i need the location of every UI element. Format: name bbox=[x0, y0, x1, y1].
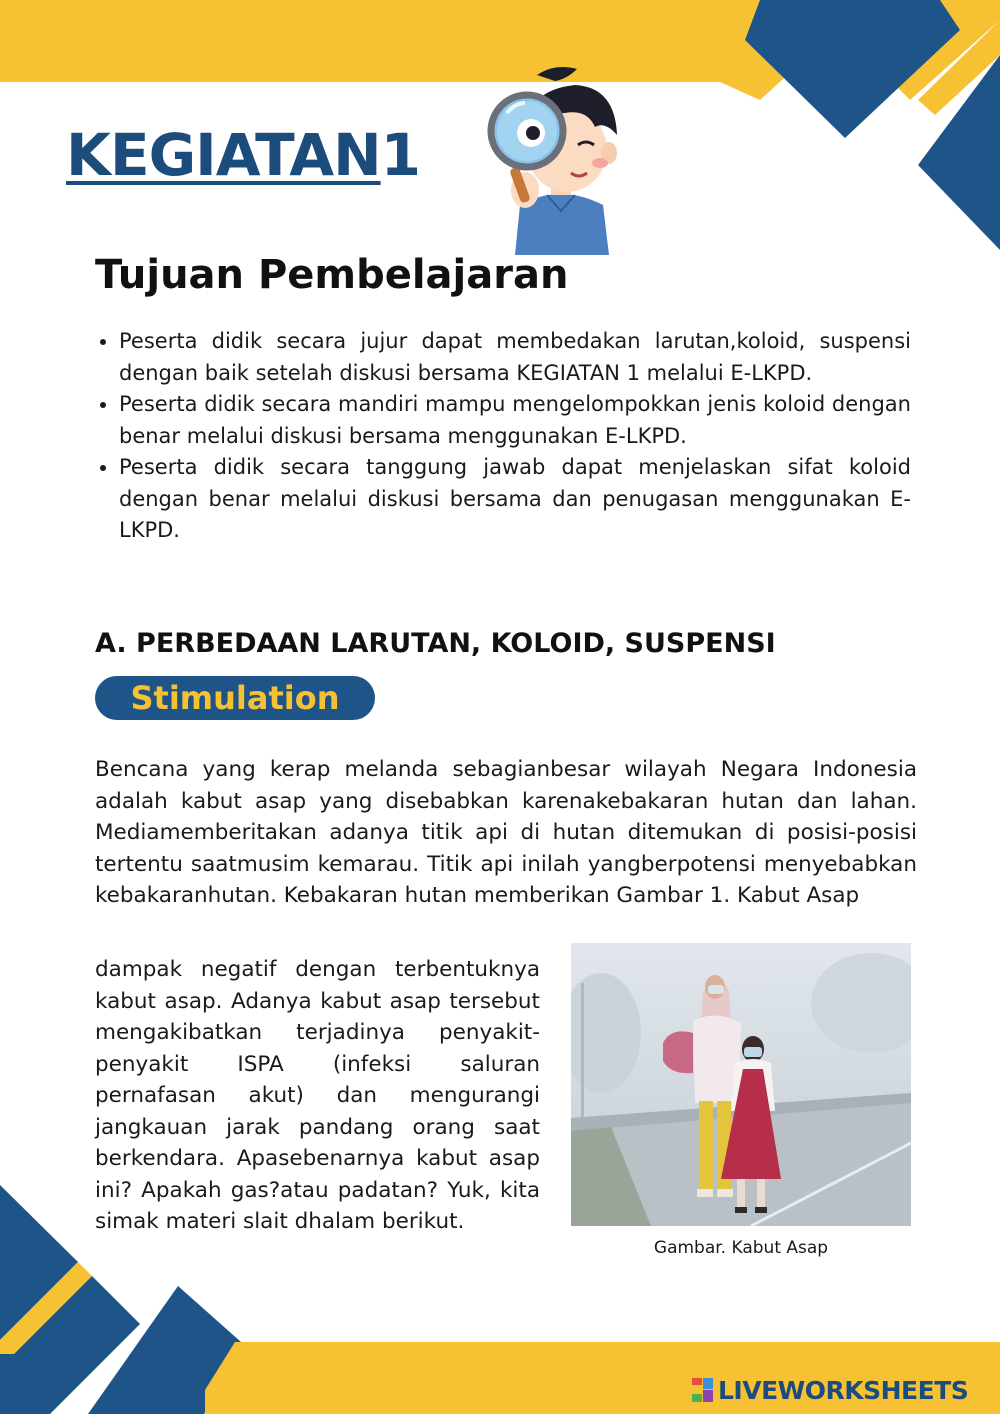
body-paragraph: Bencana yang kerap melanda sebagianbesar wilayah Negara Indonesia adalah kabut asap yang disebabkan karenakebakaran hutan dan lahan. Mediamemberitakan adanya titik api di hutan ditemukan di posisi-posisi tertentu saatmusim kemarau. Titik api inilah yangberpotensi menyebabkan kebakaranhutan. Kebakaran hutan memberikan Gambar 1. Kabut Asap bbox=[95, 757, 917, 908]
title-number: 1 bbox=[380, 121, 420, 189]
figure-caption: Gambar. Kabut Asap bbox=[653, 1238, 829, 1258]
objective-item: • Peserta didik secara jujur dapat membedakan larutan,koloid, suspensi dengan baik setelah diskusi bersama KEGIATAN 1 melalui E-LKPD. bbox=[119, 326, 911, 389]
liveworksheets-logo bbox=[692, 1372, 968, 1408]
objective-item: • Peserta didik secara mandiri mampu mengelompokkan jenis koloid dengan benar melalui diskusi bersama menggunakan E-LKPD. bbox=[119, 389, 911, 452]
liveworksheets-wordmark: LIVEWORKSHEETS bbox=[718, 1375, 969, 1405]
body-paragraph: dampak negatif dengan terbentuknya kabut asap. Adanya kabut asap tersebut mengakibatkan terjadinya penyakit-penyakit ISPA (infeksi saluran pernafasan akut) dan mengurangi jangkauan jarak pandang orang saat berkendara. Apasebenarnya kabut asap ini? Apakah gas?atau padatan? Yuk, kita simak materi slait dhalam berikut. bbox=[95, 957, 540, 1234]
page-title bbox=[66, 118, 420, 192]
title-word: KEGIATAN bbox=[66, 121, 381, 189]
objectives-list bbox=[95, 326, 911, 547]
stimulation-badge bbox=[95, 676, 375, 720]
objective-item: • Peserta didik secara tanggung jawab dapat menjelaskan sifat koloid dengan benar melalui diskusi bersama dan penugasan menggunakan E-LKPD. bbox=[119, 452, 911, 547]
boy-with-magnifier-illustration bbox=[485, 55, 635, 255]
haze-photo bbox=[571, 943, 911, 1226]
liveworksheets-icon bbox=[692, 1378, 714, 1402]
stimulation-badge-label: Stimulation bbox=[130, 679, 340, 717]
objectives-heading: Tujuan Pembelajaran bbox=[95, 252, 569, 298]
section-heading: A. PERBEDAAN LARUTAN, KOLOID, SUSPENSI bbox=[95, 628, 776, 659]
